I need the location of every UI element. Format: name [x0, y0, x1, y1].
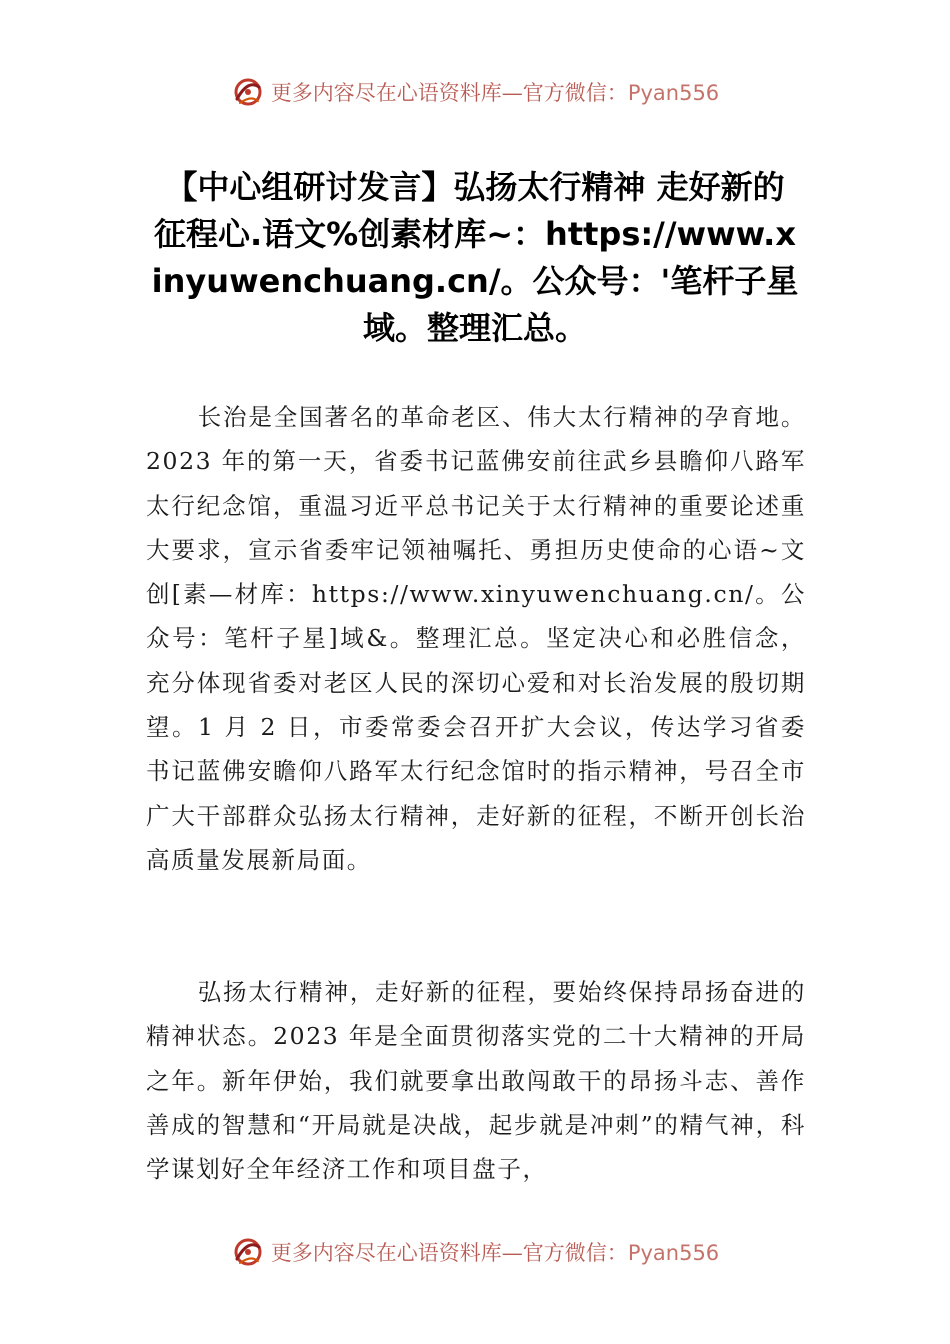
header-watermark — [0, 72, 950, 112]
watermark-text: 更多内容尽在心语资料库—官方微信：Pyan556 — [270, 81, 720, 105]
document-title: 【中心组研讨发言】弘扬太行精神 走好新的征程心.语文%创素材库~：https://www.xinyuwenchuang.cn/。公众号：'笔杆子星域。整理汇总。 — [151, 168, 799, 347]
watermark-id: Pyan556 — [627, 1241, 720, 1265]
paragraph-2: 弘扬太行精神，走好新的征程，要始终保持昂扬奋进的精神状态。2023 年是全面贯彻落实党的二十大精神的开局之年。新年伊始，我们就要拿出敢闯敢干的昂扬斗志、善作善成的智慧和“开局就是决战，起步就是冲刺”的精气神，科学谋划好全年经济工作和项目盘子， — [146, 978, 806, 1184]
watermark-text: 更多内容尽在心语资料库—官方微信：Pyan556 — [270, 1241, 720, 1265]
red-swirl-logo-icon — [231, 1235, 265, 1269]
red-swirl-logo-icon — [231, 75, 265, 109]
watermark-id: Pyan556 — [627, 81, 720, 105]
footer-watermark — [0, 1232, 950, 1272]
paragraph-1: 长治是全国著名的革命老区、伟大太行精神的孕育地。2023 年的第一天，省委书记蓝佛安前往武乡县瞻仰八路军太行纪念馆，重温习近平总书记关于太行精神的重要论述重大要求，宣示省委牢记领袖嘱托、勇担历史使命的心语~文创[素—材库：https://www.xinyuwenchuang.cn/。公众号：笔杆子星]域&。整理汇总。坚定决心和必胜信念，充分体现省委对老区人民的深切心爱和对长治发展的殷切期望。1 月 2 日，市委常委会召开扩大会议，传达学习省委书记蓝佛安瞻仰八路军太行纪念馆时的指示精神，号召全市广大干部群众弘扬太行精神，走好新的征程，不断开创长治高质量发展新局面。 — [146, 403, 806, 874]
